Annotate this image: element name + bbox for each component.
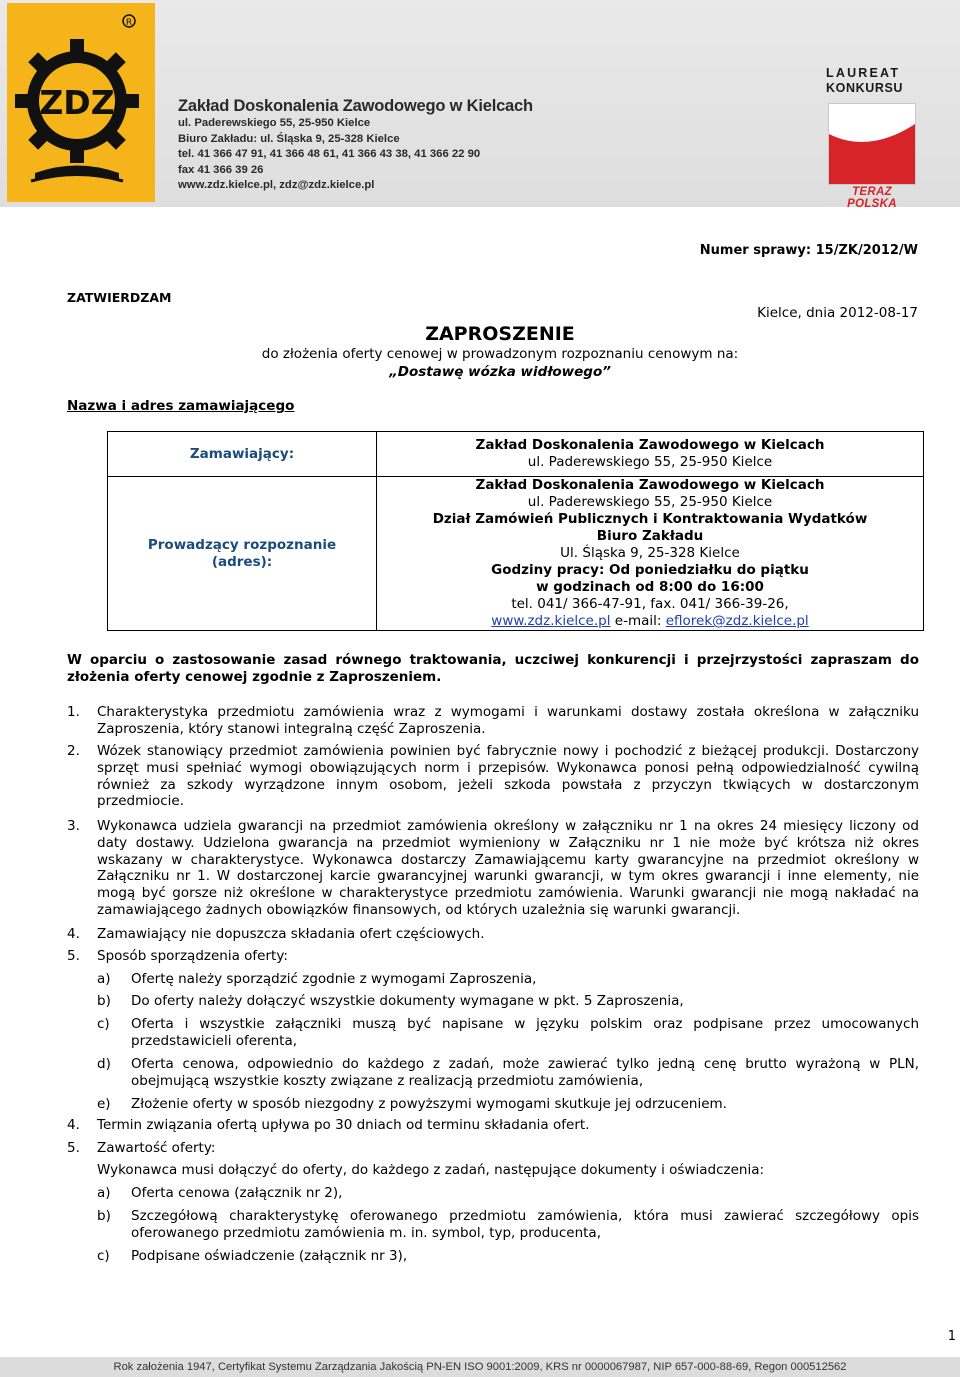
sub-5d-text: Oferta cenowa, odpowiednio do każdego z zadań, może zawierać tylko jedną cenę brutto wyrażoną w PLN, obejmującą wszystkie koszty związane z realizacją przedmiotu zamówienia, [131, 1056, 919, 1089]
item-number: 2. [67, 743, 80, 759]
conducting-label-text: Prowadzący rozpoznanie (adres): [147, 536, 337, 570]
document-title-block [200, 322, 800, 382]
org-address: ul. Paderewskiego 55, 25-950 Kielce [178, 117, 371, 129]
item-1-text: Charakterystyka przedmiotu zamówienia wraz z wymogami i warunkami dostawy została określona w załączniku Zaproszenia, który stanowi integralną część Zaproszenia. [97, 704, 919, 737]
department: Dział Zamówień Publicznych i Kontraktowania Wydatków [432, 511, 868, 527]
laureat-badge [826, 66, 918, 210]
sub-5b-text: Do oferty należy dołączyć wszystkie dokumenty wymagane w pkt. 5 Zaproszenia, [131, 993, 684, 1009]
hours-line2: w godzinach od 8:00 do 16:00 [536, 579, 764, 595]
org-phones: tel. 41 366 47 91, 41 366 48 61, 41 366 43 38, 41 366 22 90 [178, 148, 481, 160]
page-number: 1 [947, 1329, 956, 1344]
case-number: Numer sprawy: 15/ZK/2012/W [699, 243, 918, 258]
document-subtitle: do złożenia oferty cenowej w prowadzonym rozpoznaniu cenowym na: [261, 346, 739, 362]
conducting-value [377, 477, 924, 631]
table-row [108, 432, 924, 477]
sub-letter: d) [97, 1056, 111, 1072]
laureat-line2: KONKURSU [826, 81, 904, 95]
email-link[interactable]: eflorek@zdz.kielce.pl [665, 613, 809, 629]
contact-links [377, 613, 923, 630]
sub-letter: a) [97, 1185, 111, 1201]
document-date: Kielce, dnia 2012-08-17 [757, 305, 918, 321]
table-row [108, 477, 924, 631]
item-5-text: Sposób sporządzenia oferty: [97, 948, 288, 964]
email-label: e-mail: [614, 613, 662, 629]
document-subject: „Dostawę wózka widłowego” [389, 364, 611, 380]
website-link[interactable]: www.zdz.kielce.pl [491, 613, 611, 629]
footer-bar: Rok założenia 1947, Certyfikat Systemu Zarządzania Jakością PN-EN ISO 9001:2009, KRS nr 0000067987, NIP 657-000-88-69, Regon 000512562 [0, 1357, 960, 1377]
zdz-gear-icon [7, 3, 155, 202]
content-a-text: Oferta cenowa (załącznik nr 2), [131, 1185, 343, 1201]
document-title: ZAPROSZENIE [425, 323, 575, 345]
item-number: 3. [67, 818, 80, 834]
conducting-label [108, 477, 377, 631]
sub-letter: c) [97, 1016, 110, 1032]
intro-paragraph: W oparciu o zastosowanie zasad równego traktowania, uczciwej konkurencji i przejrzystości zapraszam do złożenia oferty cenowej zgodnie z Zaproszeniem. [67, 652, 919, 685]
item-number: 4. [67, 1117, 80, 1133]
hours-line1: Godziny pracy: Od poniedziałku do piątku [491, 562, 809, 578]
office: Biuro Zakładu [596, 528, 704, 544]
ordering-party-table [107, 431, 924, 631]
item-4b-text: Termin związania ofertą upływa po 30 dniach od terminu składania ofert. [97, 1117, 590, 1133]
item-3-text: Wykonawca udziela gwarancji na przedmiot zamówienia określony w załączniku nr 1 na okres 24 miesięcy liczony od daty dostawy. Udzielona gwarancja na przedmiot wymieniony w Załączniku nr 1 nie może być krótsza niż okres wskazany w charakterystyce. Wykonawca dostarczy Zamawiającemu karty gwarancyjne na przedmiot określony w Załączniku nr 1. W dostarczonej karcie gwarancyjnej warunki gwarancji, w tym okres gwarancji i inne elementy, nie mogą być gorsze niż określone w charakterystyce przedmiotu zamówienia. Warunki gwarancji nie mogą nakładać na zamawiającego żadnych obowiązków finansowych, od których uzależnia się warunki gwarancji. [97, 818, 919, 918]
svg-text:R: R [125, 18, 133, 28]
flag-icon [828, 103, 916, 185]
item-4-text: Zamawiający nie dopuszcza składania ofert częściowych. [97, 926, 485, 942]
letterhead-text [178, 96, 598, 194]
sub-letter: c) [97, 1248, 110, 1264]
item-number: 4. [67, 926, 80, 942]
sub-letter: b) [97, 993, 111, 1009]
zdz-logo [7, 3, 155, 202]
item-2-text: Wózek stanowiący przedmiot zamówienia powinien być fabrycznie nowy i pochodzić z bieżącej produkcji. Dostarczony sprzęt musi spełniać wymogi obowiązujących norm i przepisów. Wykonawca ponosi pełną odpowiedzialność cywilną również za szkody wyrządzone innym osobom, jeżeli szkoda powstała z przyczyn tkwiących w dostarczonym przedmiocie. [97, 743, 919, 810]
content-intro: Wykonawca musi dołączyć do oferty, do każdego z zadań, następujące dokumenty i oświadczenia: [97, 1162, 765, 1178]
ordering-address: ul. Paderewskiego 55, 25-950 Kielce [527, 454, 773, 470]
office-address: Ul. Śląska 9, 25-328 Kielce [560, 545, 740, 561]
item-number: 5. [67, 948, 80, 964]
ordering-value [377, 432, 924, 477]
item-number: 1. [67, 704, 80, 720]
org-name: Zakład Doskonalenia Zawodowego w Kielcach [178, 97, 533, 115]
ordering-name: Zakład Doskonalenia Zawodowego w Kielcach [475, 437, 825, 453]
sub-letter: e) [97, 1096, 111, 1112]
conducting-address: ul. Paderewskiego 55, 25-950 Kielce [527, 494, 773, 510]
sub-5e-text: Złożenie oferty w sposób niezgodny z powyższymi wymogami skutkuje jej odrzuceniem. [131, 1096, 727, 1112]
content-b-text: Szczegółową charakterystykę oferowanego przedmiotu zamówienia, która musi zawierać szczegółowy opis oferowanego przedmiotu zamówienia m. in. symbol, typ, producenta, [131, 1208, 919, 1241]
org-web: www.zdz.kielce.pl, zdz@zdz.kielce.pl [178, 179, 375, 191]
sub-5a-text: Ofertę należy sporządzić zgodnie z wymogami Zaproszenia, [131, 971, 537, 987]
phone-fax: tel. 041/ 366-47-91, fax. 041/ 366-39-26, [511, 596, 789, 612]
conducting-name: Zakład Doskonalenia Zawodowego w Kielcach [475, 477, 825, 493]
org-office: Biuro Zakładu: ul. Śląska 9, 25-328 Kielce [178, 132, 400, 145]
content-c-text: Podpisane oświadczenie (załącznik nr 3), [131, 1248, 408, 1264]
sub-letter: a) [97, 971, 111, 987]
ordering-label: Zamawiający: [108, 432, 377, 477]
sub-5c-text: Oferta i wszystkie załączniki muszą być napisane w języku polskim oraz podpisane przez umocowanych przedstawicieli oferenta, [131, 1016, 919, 1049]
item-5b-text: Zawartość oferty: [97, 1140, 216, 1156]
item-number: 5. [67, 1140, 80, 1156]
laureat-line1: LAUREAT [826, 66, 901, 80]
zdz-logo-text: ZDZ [39, 83, 115, 122]
approve-label: ZATWIERDZAM [67, 290, 172, 305]
org-fax: fax 41 366 39 26 [178, 163, 264, 176]
address-heading: Nazwa i adres zamawiającego [67, 398, 295, 414]
sub-letter: b) [97, 1208, 111, 1224]
teraz-polska-text: TERAZ POLSKA [847, 186, 897, 210]
